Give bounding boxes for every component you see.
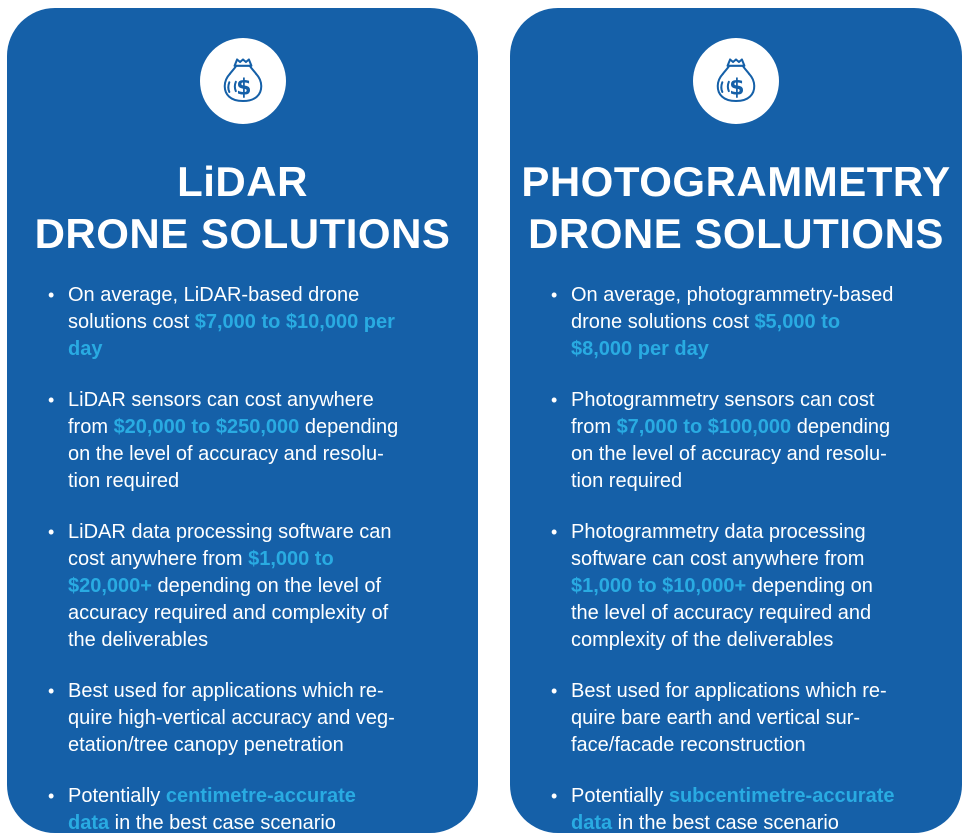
bullet-text-line [571, 810, 954, 833]
card-photogrammetry-drone-solutions [510, 8, 962, 833]
bullet-text-line [571, 441, 954, 468]
bullet-text-segment: Potentially [571, 785, 669, 807]
bullet-text-line [571, 600, 954, 627]
bullet-text-line [68, 627, 466, 654]
bullet-item [7, 783, 466, 833]
bullet-text-segment: the deliverables [68, 629, 209, 651]
card-title [510, 156, 962, 260]
card-title-line-2: DRONE SOLUTIONS [34, 210, 451, 257]
bullet-item [7, 678, 466, 759]
svg-text:$: $ [729, 75, 745, 101]
bullet-marker: • [48, 522, 55, 542]
bullet-text-segment: tion required [571, 470, 683, 492]
bullet-text-segment: depending [791, 416, 891, 438]
bullet-text-line [68, 783, 466, 810]
card-title [7, 156, 478, 260]
bullet-text [68, 783, 466, 833]
bullet-text [571, 519, 954, 654]
bullet-marker: • [551, 681, 558, 701]
bullet-item [7, 282, 466, 363]
bullet-text-line [571, 468, 954, 495]
bullet-text-segment: software can cost anywhere from [571, 548, 865, 570]
bullet-text-segment: in the best case scenario [109, 812, 336, 833]
bullet-text [68, 282, 466, 363]
bullet-text-segment: On average, LiDAR-based drone [68, 284, 360, 306]
bullet-text [571, 678, 954, 759]
bullet-item [510, 387, 954, 495]
highlighted-cost-text: data [68, 812, 110, 833]
bullet-item [510, 678, 954, 759]
bullet-text-line [68, 519, 466, 546]
bullet-text-line [68, 705, 466, 732]
bullet-text [68, 519, 466, 654]
bullet-text-line [571, 336, 954, 363]
bullet-text-line [571, 519, 954, 546]
bullet-text-line [68, 468, 466, 495]
highlighted-cost-text: $7,000 to $100,000 [616, 416, 792, 438]
bullet-list [510, 282, 962, 833]
bullet-text-segment: the level of accuracy required and [571, 602, 872, 624]
bullet-text-line [68, 336, 466, 363]
bullet-marker: • [551, 522, 558, 542]
bullet-item [510, 783, 954, 833]
bullet-text-segment: drone solutions cost [571, 311, 755, 333]
bullet-item [510, 282, 954, 363]
bullet-marker: • [48, 285, 55, 305]
bullet-text-segment: Photogrammetry data processing [571, 521, 866, 543]
bullet-text-line [68, 600, 466, 627]
card-title-line-1: PHOTOGRAMMETRY [521, 158, 951, 205]
card-title-line-1: LiDAR [177, 158, 308, 205]
bullet-item [7, 519, 466, 654]
bullet-text-segment: from [571, 416, 617, 438]
highlighted-cost-text: $1,000 to [248, 548, 334, 570]
bullet-text-segment: face/facade reconstruction [571, 734, 806, 756]
highlighted-cost-text: $1,000 to $10,000+ [571, 575, 747, 597]
card-title-line-2: DRONE SOLUTIONS [528, 210, 944, 257]
bullet-text-segment: complexity of the deliverables [571, 629, 834, 651]
highlighted-cost-text: $20,000+ [68, 575, 152, 597]
bullet-text-line [68, 441, 466, 468]
bullet-text-line [571, 678, 954, 705]
bullet-text-segment: Best used for applications which re- [571, 680, 887, 702]
bullet-text-segment: quire high-vertical accuracy and veg- [68, 707, 395, 729]
bullet-marker: • [551, 390, 558, 410]
highlighted-cost-text: subcentimetre-accurate [668, 785, 895, 807]
bullet-text [68, 387, 466, 495]
money-bag-icon [200, 38, 286, 124]
bullet-text-segment: from [68, 416, 114, 438]
bullet-text-segment: on the level of accuracy and resolu- [68, 443, 384, 465]
bullet-text-segment: quire bare earth and vertical sur- [571, 707, 861, 729]
bullet-text [68, 678, 466, 759]
bullet-text-segment: Potentially [68, 785, 166, 807]
bullet-marker: • [551, 285, 558, 305]
bullet-text-line [68, 678, 466, 705]
bullet-text-segment: solutions cost [68, 311, 195, 333]
bullet-text-segment: depending on [746, 575, 873, 597]
card-lidar-drone-solutions [7, 8, 478, 833]
highlighted-cost-text: $7,000 to $10,000 per [194, 311, 395, 333]
bullet-text-line [68, 810, 466, 833]
highlighted-cost-text: centimetre-accurate [165, 785, 356, 807]
money-bag-icon [693, 38, 779, 124]
bullet-text-line [571, 282, 954, 309]
bullet-text-segment: in the best case scenario [612, 812, 839, 833]
bullet-text-line [68, 387, 466, 414]
bullet-marker: • [48, 681, 55, 701]
bullet-text-segment: Photogrammetry sensors can cost [571, 389, 875, 411]
bullet-text-segment: LiDAR data processing software can [68, 521, 392, 543]
bullet-text-line [68, 732, 466, 759]
bullet-text-segment: depending on the level of [151, 575, 382, 597]
bullet-text-line [571, 414, 954, 441]
bullet-text-segment: cost anywhere from [68, 548, 249, 570]
bullet-text-line [571, 546, 954, 573]
bullet-text-segment: LiDAR sensors can cost anywhere [68, 389, 374, 411]
bullet-marker: • [48, 390, 55, 410]
bullet-text-line [571, 627, 954, 654]
bullet-item [7, 387, 466, 495]
bullet-text-line [571, 573, 954, 600]
bullet-text-segment: tion required [68, 470, 180, 492]
bullet-text-line [571, 309, 954, 336]
highlighted-cost-text: $8,000 per day [571, 338, 709, 360]
bullet-text-line [571, 783, 954, 810]
bullet-text-line [68, 414, 466, 441]
bullet-item [510, 519, 954, 654]
bullet-text-line [68, 546, 466, 573]
bullet-text-line [571, 732, 954, 759]
highlighted-cost-text: day [68, 338, 103, 360]
svg-text:$: $ [235, 75, 251, 101]
highlighted-cost-text: $5,000 to [754, 311, 841, 333]
bullet-marker: • [48, 786, 55, 806]
bullet-text-line [68, 573, 466, 600]
bullet-text-segment: depending [299, 416, 399, 438]
bullet-text-line [68, 282, 466, 309]
bullet-text-segment: etation/tree canopy penetration [68, 734, 344, 756]
bullet-text-line [571, 705, 954, 732]
bullet-text-segment: On average, photogrammetry-based [571, 284, 894, 306]
bullet-text-segment: Best used for applications which re- [68, 680, 384, 702]
bullet-text [571, 282, 954, 363]
bullet-text-line [68, 309, 466, 336]
bullet-text-segment: accuracy required and complexity of [68, 602, 389, 624]
bullet-list [7, 282, 478, 833]
bullet-text-line [571, 387, 954, 414]
highlighted-cost-text: data [571, 812, 613, 833]
bullet-marker: • [551, 786, 558, 806]
bullet-text [571, 387, 954, 495]
bullet-text-segment: on the level of accuracy and resolu- [571, 443, 887, 465]
highlighted-cost-text: $20,000 to $250,000 [113, 416, 300, 438]
bullet-text [571, 783, 954, 833]
